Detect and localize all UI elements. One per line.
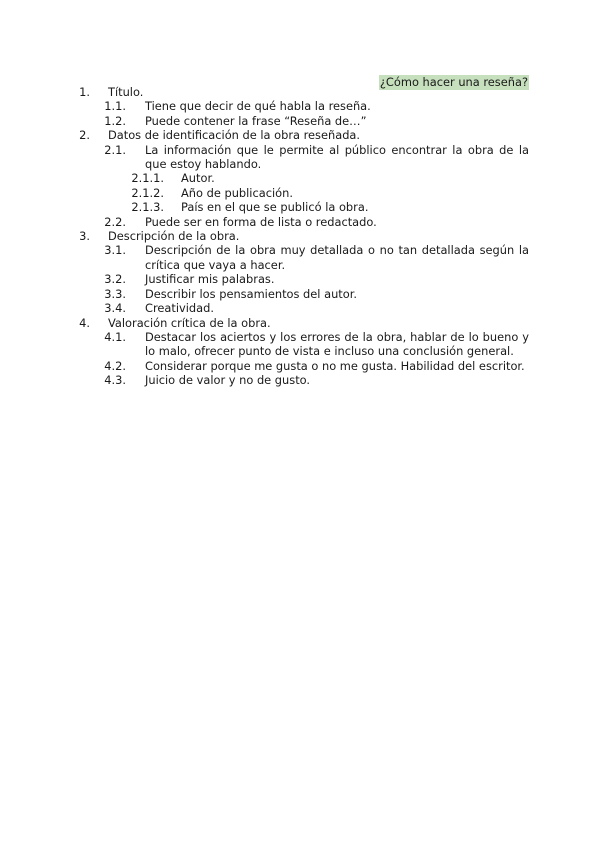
subitem-number: 4.1.	[104, 329, 126, 344]
outline-subitem	[0, 359, 600, 373]
item-number: 4.	[79, 315, 90, 330]
subitem-number: 4.2.	[104, 358, 126, 373]
subitem-text: Tiene que decir de qué habla la reseña.	[145, 99, 371, 114]
outline-subitem	[0, 99, 600, 113]
subsubitem-number: 2.1.2.	[131, 185, 164, 200]
subitem-number: 2.2.	[104, 214, 126, 229]
outline-item	[0, 128, 600, 142]
subitem-number: 3.4.	[104, 301, 126, 316]
subsubitem-number: 2.1.3.	[131, 200, 164, 215]
subitem-number: 3.3.	[104, 286, 126, 301]
subitem-number: 4.3.	[104, 373, 126, 388]
item-number: 2.	[79, 128, 90, 143]
outline-list	[0, 85, 600, 388]
subsubitem-number: 2.1.1.	[131, 171, 164, 186]
outline-subitem	[0, 301, 600, 315]
outline-subitem	[0, 114, 600, 128]
subitem-text: La información que le permite al público encontrar la obra de la que estoy hablando.	[145, 142, 529, 172]
outline-item	[0, 229, 600, 243]
subsubitem-text: Autor.	[181, 171, 215, 186]
subitem-text: Describir los pensamientos del autor.	[145, 286, 357, 301]
subitem-text: Destacar los aciertos y los errores de la obra, hablar de lo bueno y lo malo, ofrecer punto de vista e incluso una conclusión general.	[145, 329, 529, 359]
subitem-text: Puede contener la frase “Reseña de…”	[145, 113, 367, 128]
subitem-number: 1.2.	[104, 113, 126, 128]
item-text: Valoración crítica de la obra.	[108, 315, 271, 330]
outline-subitem	[0, 287, 600, 301]
subitem-number: 2.1.	[104, 142, 126, 157]
item-text: Descripción de la obra.	[108, 229, 240, 244]
item-text: Título.	[108, 85, 144, 99]
item-number: 1.	[79, 85, 90, 99]
subitem-text: Descripción de la obra muy detallada o no tan detallada según la crítica que vaya a hacer.	[145, 243, 529, 272]
outline-subsubitem	[0, 200, 600, 214]
outline-subitem	[0, 243, 600, 272]
outline-subsubitem	[0, 171, 600, 185]
subitem-text: Puede ser en forma de lista o redactado.	[145, 214, 377, 229]
subitem-number: 3.2.	[104, 272, 126, 287]
subitem-text: Juicio de valor y no de gusto.	[145, 373, 311, 388]
outline-subsubitem	[0, 186, 600, 200]
item-text: Datos de identificación de la obra reseñada.	[108, 128, 361, 143]
outline-subitem	[0, 215, 600, 229]
subitem-text: Considerar porque me gusta o no me gusta. Habilidad del escritor.	[145, 358, 525, 373]
subitem-number: 3.1.	[104, 243, 126, 258]
subsubitem-text: País en el que se publicó la obra.	[181, 200, 369, 215]
subitem-number: 1.1.	[104, 99, 126, 114]
subsubitem-text: Año de publicación.	[181, 185, 293, 200]
document-title: ¿Cómo hacer una reseña?	[379, 75, 528, 89]
outline-subitem	[0, 330, 600, 359]
subitem-text: Justificar mis palabras.	[145, 272, 275, 287]
outline-subitem	[0, 373, 600, 387]
outline-item	[0, 85, 600, 99]
subitem-text: Creatividad.	[145, 301, 214, 316]
outline-subitem	[0, 143, 600, 172]
item-number: 3.	[79, 229, 90, 244]
outline-subitem	[0, 272, 600, 286]
outline-item	[0, 316, 600, 330]
